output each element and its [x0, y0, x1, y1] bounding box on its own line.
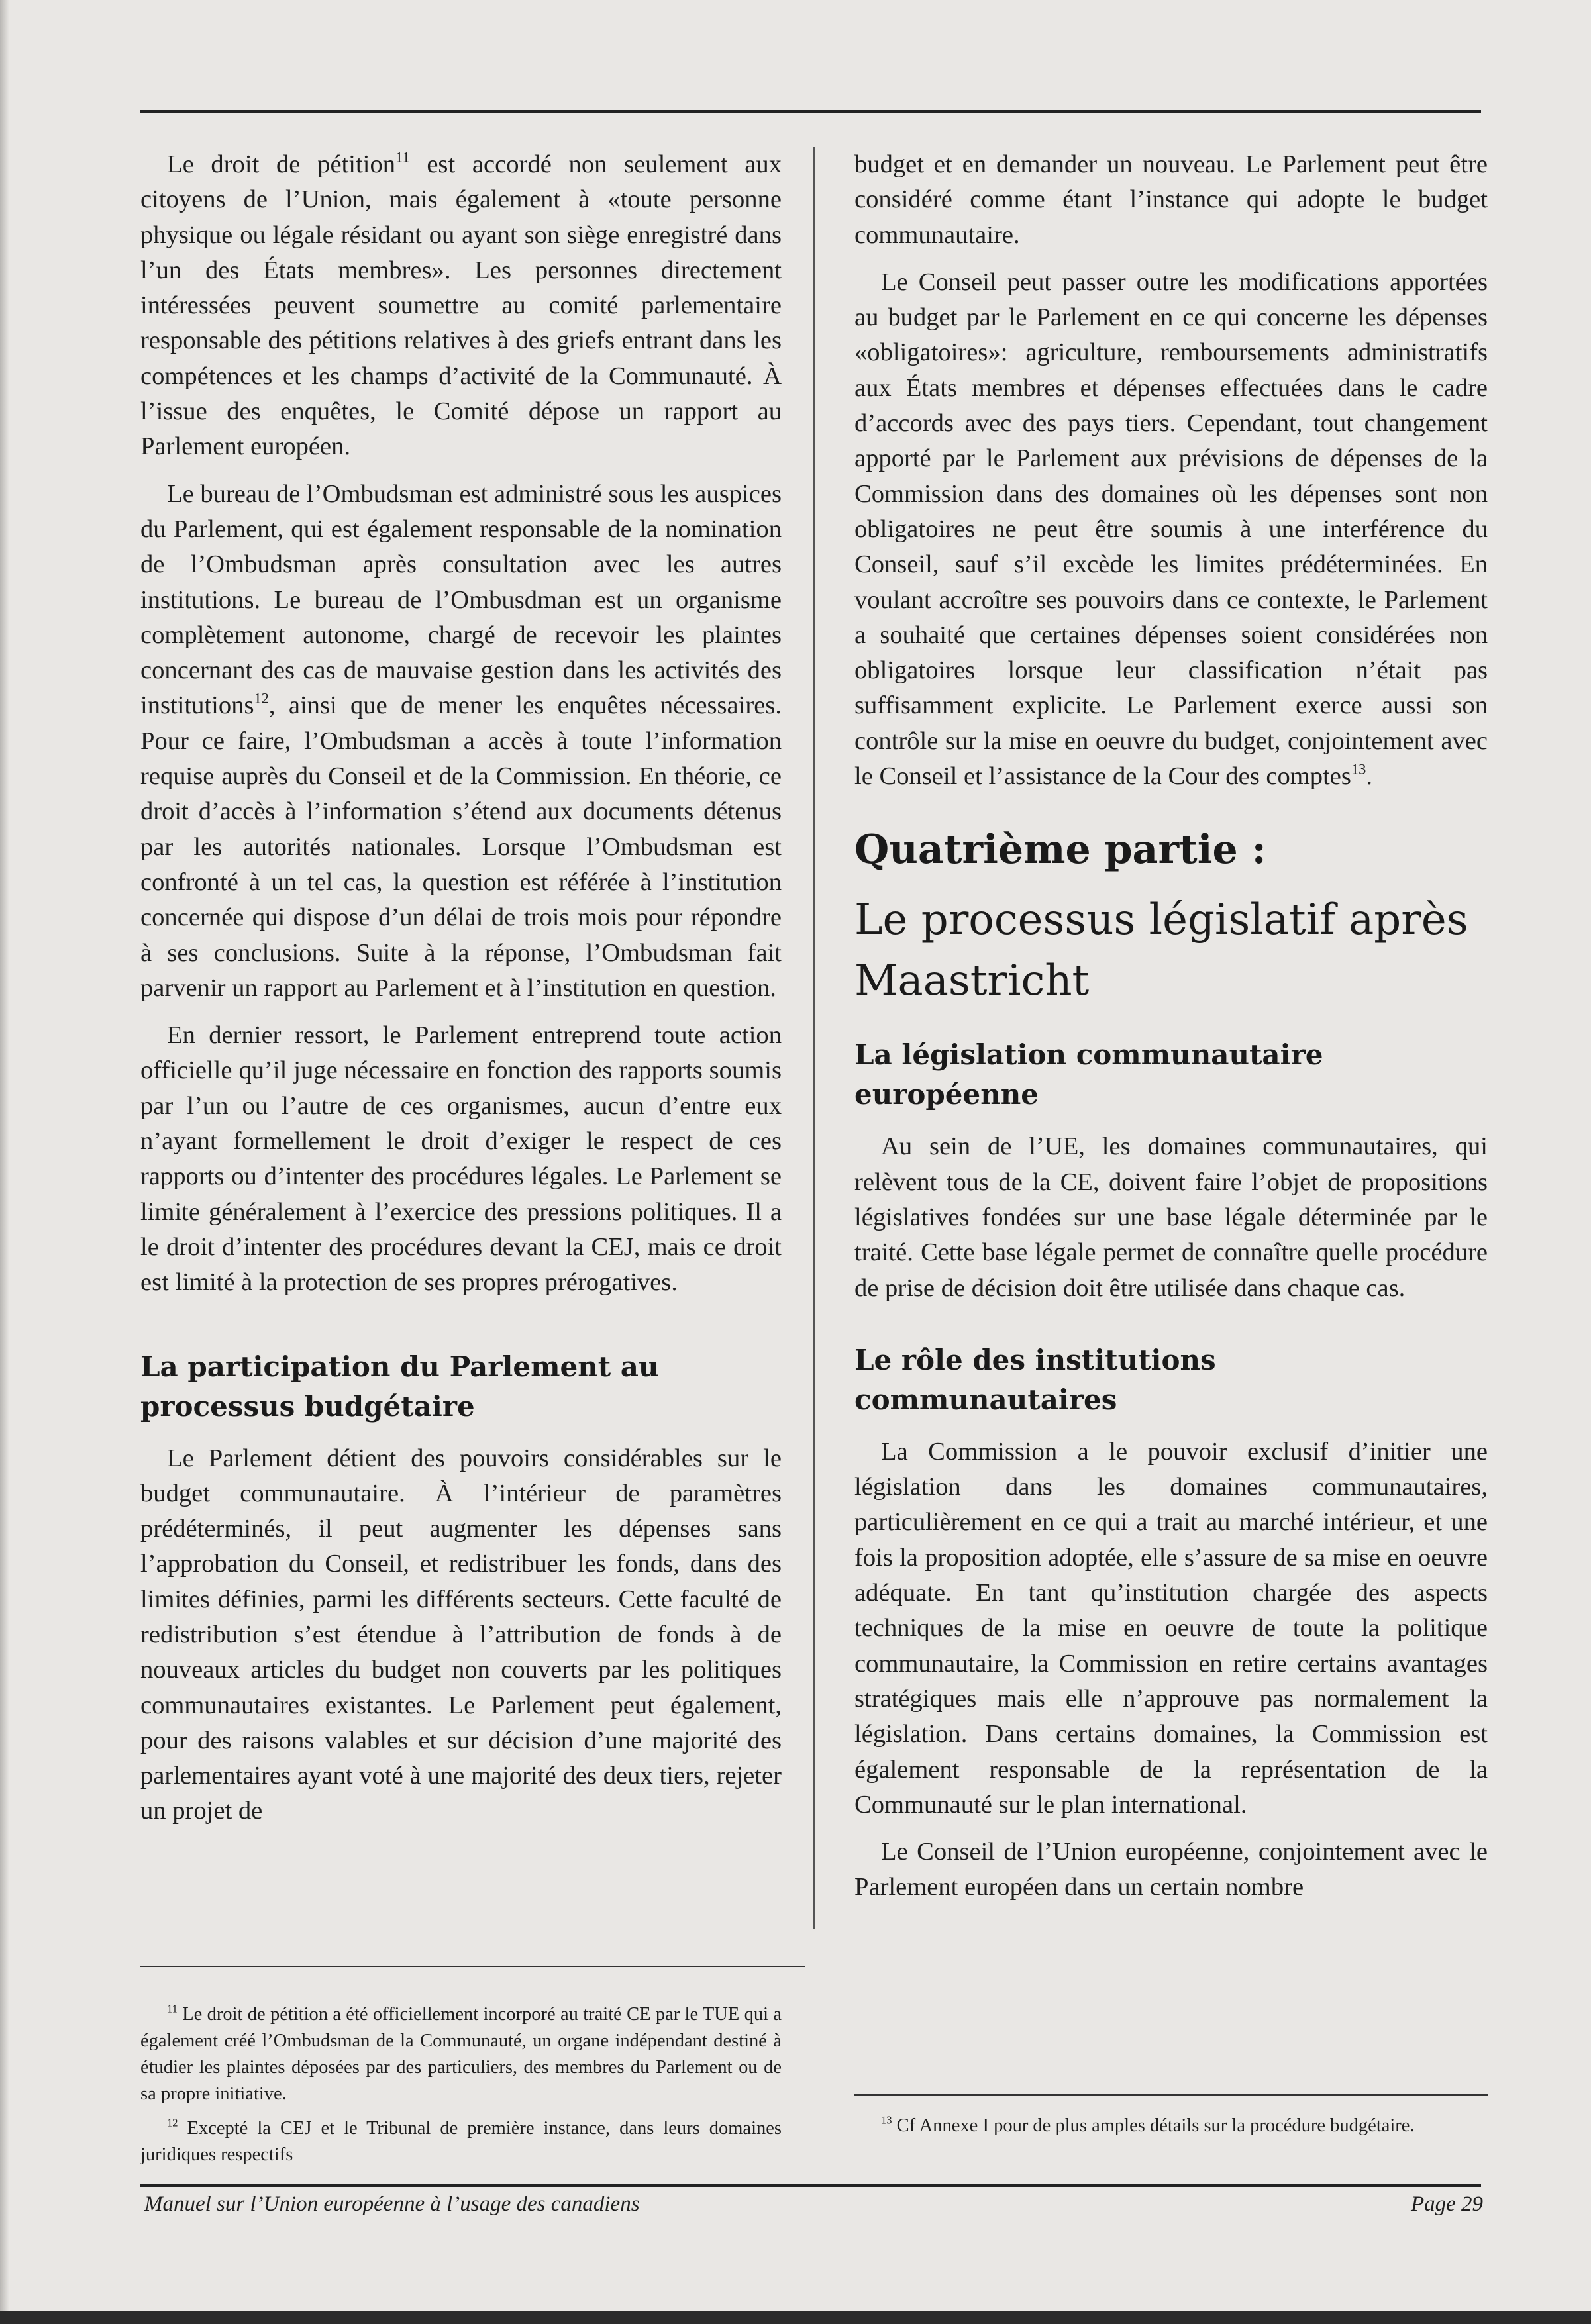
right-column: [854, 147, 1488, 1917]
footnotes-left: [140, 2001, 782, 2176]
footnotes-right: [854, 2113, 1488, 2147]
paragraph-council: Le Conseil de l’Union européenne, conjointement avec le Parlement européen dans un certain nombre: [854, 1838, 1488, 1901]
footnote-12: $^{12}$ Excepté la CEJ et le Tribunal de première instance, dans leurs domaines juridiques respectifs: [140, 2116, 782, 2165]
paragraph-council-budget: Le Conseil peut passer outre les modifications apportées au budget par le Parlement en ce qui concerne les dépenses «obligatoires»: agriculture, remboursements administratifs aux États membres et dépenses effectuées dans le cadre d’accords avec des pays tiers. Cependant, tout changement apporté par le Parlement aux prévisions de dépenses de la Commission dans des domaines où les dépenses sont non obligatoires ne peut être soumis à une interférence du Conseil, sauf s’il excède les limites prédéterminées. En voulant accroître ses pouvoirs dans ce contexte, le Parlement a souhaité que certaines dépenses soient considérées non obligatoires lorsque leur classification n’était pas suffisamment explicite. Le Parlement exerce aussi son contrôle sur la mise en oeuvre du budget, conjointement avec le Conseil et l’assistance de la Cour des comptes$^{13}$.: [854, 268, 1488, 791]
part-title: Quatrième partie :: [854, 827, 1266, 874]
footnote-ref-12: 12: [254, 689, 269, 707]
page-edge: [0, 0, 9, 2324]
left-column: [140, 147, 782, 1841]
footnote-ref-11: 11: [395, 148, 410, 166]
paragraph-commission: La Commission a le pouvoir exclusif d’initier une législation dans les domaines communautaires, particulièrement en ce qui a trait au marché intérieur, et une fois la proposition adoptée, elle s’assure de sa mise en oeuvre adéquate. En tant qu’institution chargée des aspects techniques de la mise en oeuvre de toute la politique communautaire, la Commission en retire certains avantages stratégiques mais elle n’approuve pas normalement la législation. Dans certains domaines, la Commission est également responsable de la représentation de la Communauté sur le plan international.: [854, 1437, 1488, 1819]
paragraph-legal-basis: Au sein de l’UE, les domaines communautaires, qui relèvent tous de la CE, doivent faire l’objet de propositions législatives fondées sur une base légale déterminée par le traité. Cette base légale permet de connaître quelle procédure de prise de décision doit être utilisée dans chaque cas.: [854, 1133, 1488, 1302]
heading-institutions-role: Le rôle des institutions communautaires: [854, 1343, 1216, 1416]
column-divider: [813, 147, 815, 1929]
footnote-rule-right: [854, 2094, 1488, 2096]
paragraph-petition: Le droit de pétition$^{11}$ est accordé non seulement aux citoyens de l’Union, mais également à «toute personne physique ou légale résidant ou ayant son siège enregistré dans l’un des États membres». Les personnes directement intéressées peuvent soumettre au comité parlementaire responsable des pétitions relatives à des griefs entrant dans les compétences et les champs d’activité de la Communauté. À l’issue des enquêtes, le Comité dépose un rapport au Parlement européen.: [140, 148, 782, 461]
paragraph-last-resort: En dernier ressort, le Parlement entreprend toute action officielle qu’il juge nécessaire en fonction des rapports soumis par l’un ou l’autre de ces organismes, aucun d’entre eux n’ayant formellement le droit d’exiger le respect de ces rapports ou d’intenter des procédures légales. Le Parlement se limite généralement à l’exercice des pressions politiques. Il a le droit d’intenter des procédures devant la CEJ, mais ce droit est limité à la protection de ses propres prérogatives.: [140, 1021, 782, 1297]
footnote-11: $^{11}$ Le droit de pétition a été officiellement incorporé au traité CE par le TUE qui a également créé l’Ombudsman de la Communauté, un organe indépendant destiné à étudier les plaintes déposées par des particuliers, des membres du Parlement ou de sa propre initiative.: [140, 2002, 782, 2104]
page-number: Page 29: [1411, 2192, 1484, 2216]
paragraph-budget-continued: budget et en demander un nouveau. Le Parlement peut être considéré comme étant l’instance qui adopte le budget communautaire.: [854, 150, 1488, 249]
page-edge-bottom: [0, 2311, 1591, 2324]
heading-budget-process: La participation du Parlement au processus budgétaire: [140, 1350, 659, 1423]
footnote-13: $^{13}$ Cf Annexe I pour de plus amples détails sur la procédure budgétaire.: [881, 2113, 1415, 2136]
part-subtitle: Le processus législatif après Maastricht: [854, 895, 1468, 1006]
heading-community-legislation: La législation communautaire européenne: [854, 1038, 1323, 1111]
footnote-rule-left: [140, 1966, 805, 1967]
footer-title: Manuel sur l’Union européenne à l’usage des canadiens: [144, 2192, 640, 2216]
top-rule: [140, 110, 1481, 113]
footnote-ref-13: 13: [1351, 760, 1366, 778]
footer-rule: [140, 2184, 1481, 2187]
paragraph-ombudsman: Le bureau de l’Ombudsman est administré sous les auspices du Parlement, qui est également responsable de la nomination de l’Ombudsman après consultation avec les autres institutions. Le bureau de l’Ombusdman est un organisme complètement autonome, chargé de recevoir les plaintes concernant des cas de mauvaise gestion dans les activités des institutions$^{12}$, ainsi que de mener les enquêtes nécessaires. Pour ce faire, l’Ombudsman a accès à toute l’information requise auprès du Conseil et de la Commission. En théorie, ce droit d’accès à l’information s’étend aux documents détenus par les autorités nationales. Lorsque l’Ombudsman est confronté à un tel cas, la question est référée à l’institution concernée qui dispose d’un délai de trois mois pour répondre à ses conclusions. Suite à la réponse, l’Ombudsman fait parvenir un rapport au Parlement et à l’institution en question.: [140, 480, 782, 1002]
paragraph-budget-powers: Le Parlement détient des pouvoirs considérables sur le budget communautaire. À l’intérieur de paramètres prédéterminés, il peut augmenter les dépenses sans l’approbation du Conseil, et redistribuer les fonds, dans des limites définies, parmi les différents secteurs. Cette faculté de redistribution s’est étendue à l’attribution de fonds à de nouveaux articles du budget non couverts par les politiques communautaires existantes. Le Parlement peut également, pour des raisons valables et sur décision d’une majorité des parlementaires ayant voté à une majorité des deux tiers, rejeter un projet de: [140, 1444, 782, 1825]
